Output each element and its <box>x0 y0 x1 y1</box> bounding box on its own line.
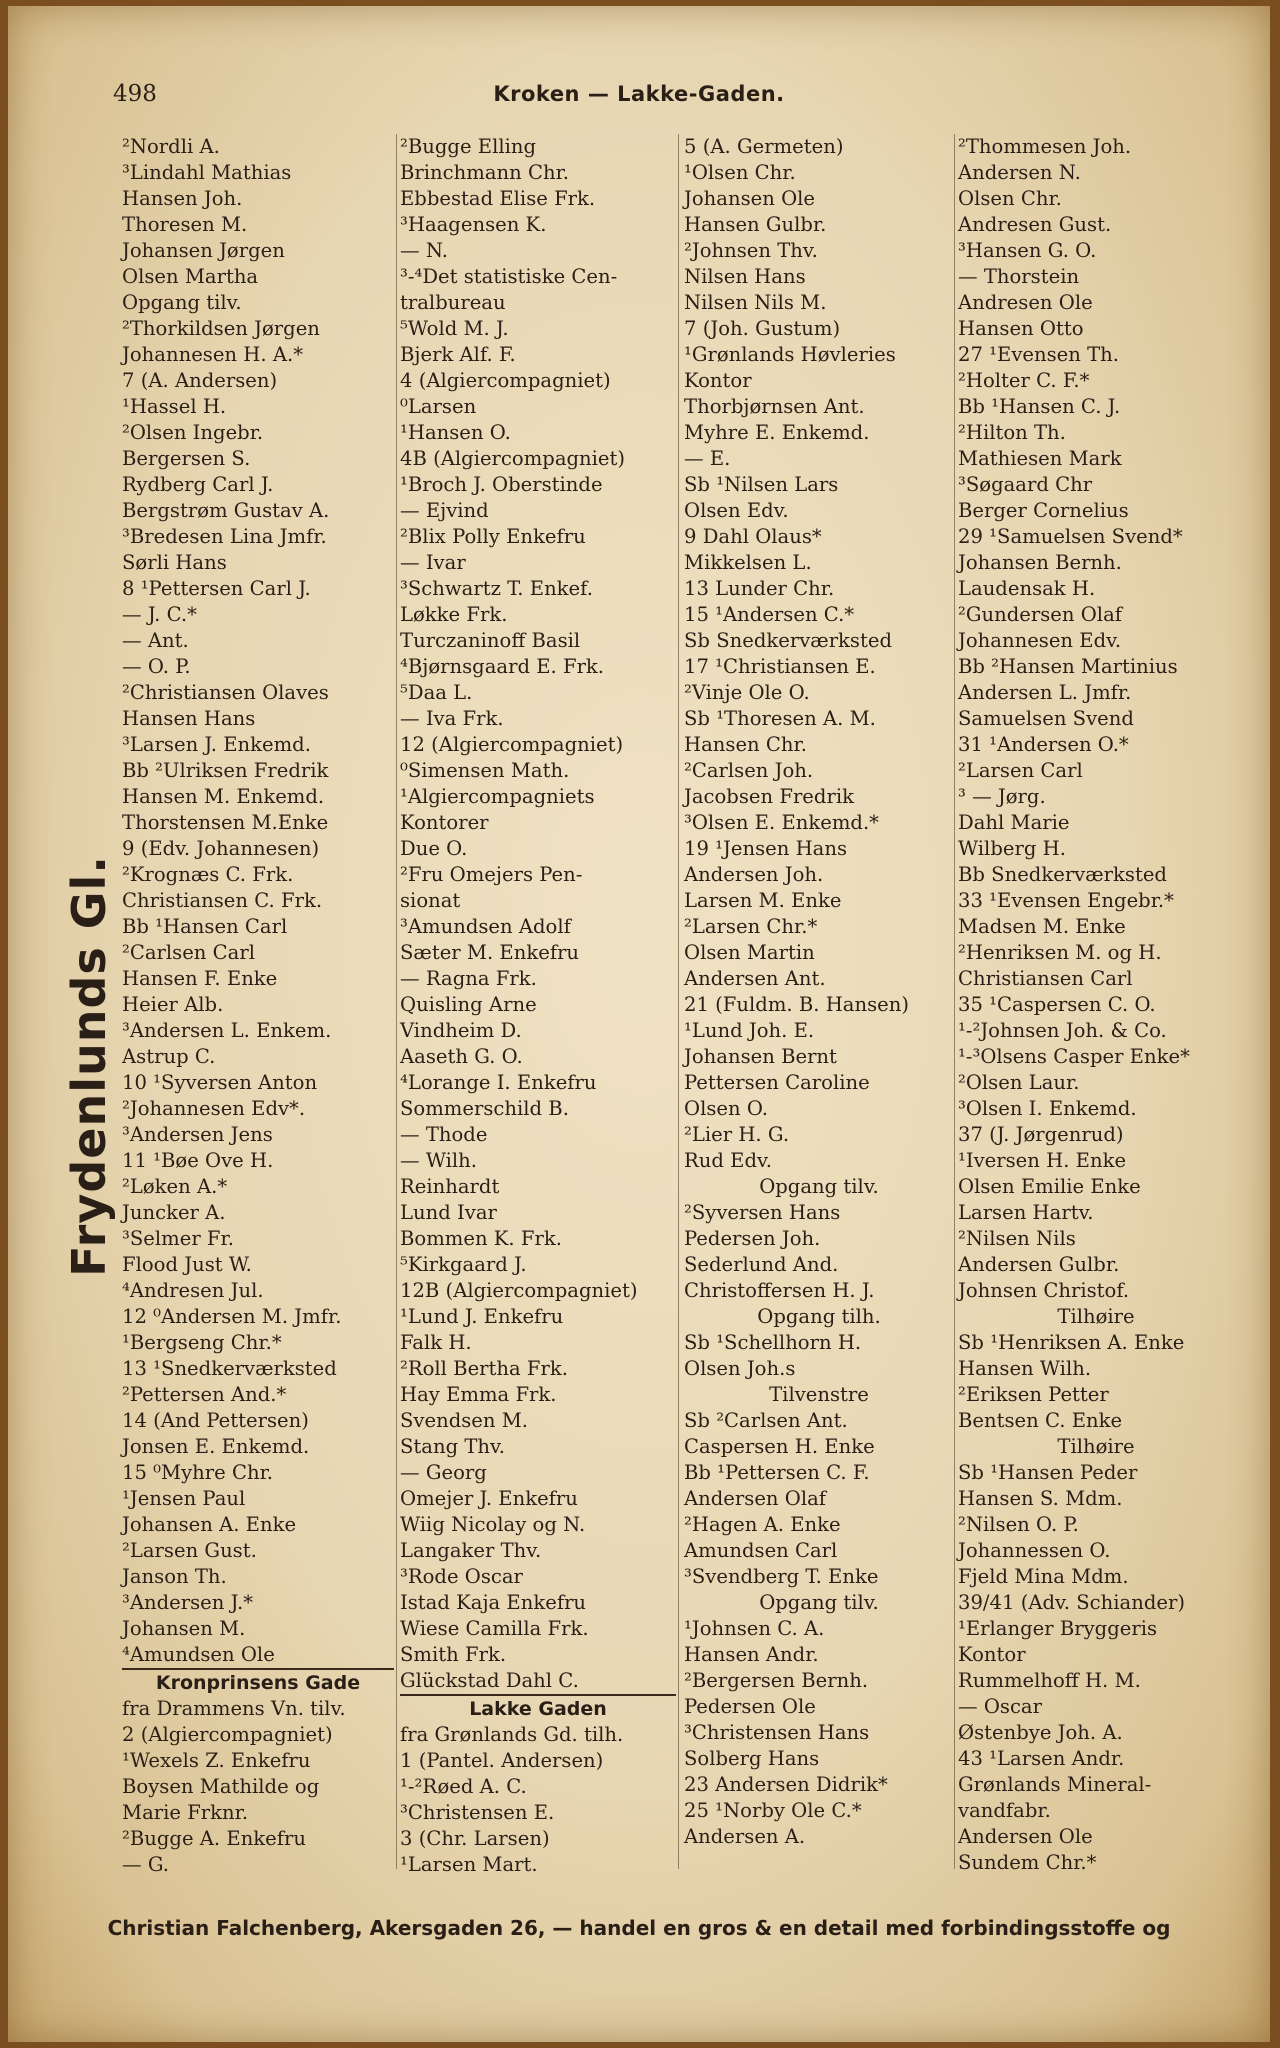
footer-advertisement: Christian Falchenberg, Akersgaden 26, — handel en gros & en detail med forbindingsstoffe og <box>107 1916 1171 1940</box>
directory-entry: Vindheim D. <box>400 1019 522 1042</box>
directory-entry: Sørli Hans <box>122 551 227 574</box>
directory-entry: Kontorer <box>400 811 489 834</box>
directory-entry: — Ant. <box>122 629 189 652</box>
directory-entry: Mikkelsen L. <box>684 551 812 574</box>
directory-entry: Olsen Edv. <box>684 499 789 522</box>
directory-entry: Marie Frknr. <box>122 1801 249 1824</box>
directory-entry: ²Roll Bertha Frk. <box>400 1357 568 1380</box>
directory-entry: Hay Emma Frk. <box>400 1383 557 1406</box>
directory-entry: Johansen A. Enke <box>122 1513 297 1536</box>
directory-entry: ²Blix Polly Enkefru <box>400 525 586 548</box>
directory-entry: ³Hansen G. O. <box>958 239 1097 262</box>
directory-entry: Svendsen M. <box>400 1409 529 1432</box>
directory-entry: Olsen Martin <box>684 941 815 964</box>
directory-page <box>8 6 1270 2042</box>
directory-entry: ¹-²Røed A. C. <box>400 1775 527 1798</box>
street-heading: Lakke Gaden <box>400 1694 676 1722</box>
directory-entry: Løkke Frk. <box>400 603 508 626</box>
directory-entry: Olsen Martha <box>122 265 259 288</box>
directory-entry: Madsen M. Enke <box>958 915 1126 938</box>
directory-entry: ²Thorkildsen Jørgen <box>122 317 320 340</box>
directory-entry: Andersen Ant. <box>684 967 826 990</box>
directory-entry: ³ — Jørg. <box>958 785 1046 808</box>
directory-entry: Andersen A. <box>684 1825 806 1848</box>
directory-entry: — E. <box>684 447 731 470</box>
directory-entry: ¹Johnsen C. A. <box>684 1617 825 1640</box>
directory-entry: ²Olsen Laur. <box>958 1071 1080 1094</box>
directory-entry: Wilberg H. <box>958 837 1066 860</box>
directory-entry: ³Olsen I. Enkemd. <box>958 1097 1137 1120</box>
directory-entry: Rummelhoff H. M. <box>958 1669 1141 1692</box>
directory-entry: Sederlund And. <box>684 1253 839 1276</box>
directory-entry: ²Vinje Ole O. <box>684 681 810 704</box>
directory-entry: ³Rode Oscar <box>400 1565 523 1588</box>
directory-entry: ¹Bergseng Chr.* <box>122 1331 282 1354</box>
directory-entry: — O. P. <box>122 655 191 678</box>
directory-entry: Thorbjørnsen Ant. <box>684 395 865 418</box>
directory-entry: ²Larsen Gust. <box>122 1539 257 1562</box>
directory-entry: Bb ¹Hansen C. J. <box>958 395 1121 418</box>
directory-entry: ³Larsen J. Enkemd. <box>122 733 311 756</box>
directory-entry: ²Johnsen Thv. <box>684 239 818 262</box>
directory-entry: Bergstrøm Gustav A. <box>122 499 330 522</box>
directory-entry: Andresen Gust. <box>958 213 1112 236</box>
directory-entry: ³Olsen E. Enkemd.* <box>684 811 879 834</box>
column-divider <box>954 134 955 1869</box>
directory-entry: Wiese Camilla Frk. <box>400 1617 589 1640</box>
directory-entry: Heier Alb. <box>122 993 224 1016</box>
directory-entry: Sb ¹Nilsen Lars <box>684 473 839 496</box>
directory-entry: 21 (Fuldm. B. Hansen) <box>684 993 910 1016</box>
directory-entry: ²Eriksen Petter <box>958 1383 1109 1406</box>
directory-entry: Olsen Emilie Enke <box>958 1175 1141 1198</box>
directory-entry: Fjeld Mina Mdm. <box>958 1565 1129 1588</box>
directory-entry: ²Syversen Hans <box>684 1201 841 1224</box>
directory-entry: ⁵Daa L. <box>400 681 473 704</box>
directory-entry: — Ragna Frk. <box>400 967 537 990</box>
directory-entry: ¹-³Olsens Casper Enke* <box>958 1045 1190 1068</box>
directory-entry: ³Amundsen Adolf <box>400 915 571 938</box>
directory-entry: Brinchmann Chr. <box>400 161 570 184</box>
directory-entry: Juncker A. <box>122 1201 226 1224</box>
directory-entry: Hansen Gulbr. <box>684 213 827 236</box>
directory-entry: ²Bergersen Bernh. <box>684 1669 869 1692</box>
directory-entry: Astrup C. <box>122 1045 216 1068</box>
directory-entry: ²Løken A.* <box>122 1175 228 1198</box>
directory-entry: ³Bredesen Lina Jmfr. <box>122 525 327 548</box>
directory-entry: Sundem Chr.* <box>958 1851 1097 1874</box>
directory-entry: Flood Just W. <box>122 1253 252 1276</box>
directory-entry: ²Gundersen Olaf <box>958 603 1123 626</box>
directory-entry: Olsen O. <box>684 1097 768 1120</box>
directory-entry: Mathiesen Mark <box>958 447 1122 470</box>
directory-entry: 4B (Algiercompagniet) <box>400 447 626 470</box>
running-head: Kroken — Lakke-Gaden. <box>493 82 785 106</box>
directory-entry: ³-⁴Det statistiske Cen- <box>400 265 618 288</box>
directory-entry: ¹Broch J. Oberstinde <box>400 473 603 496</box>
directory-entry: Christiansen C. Frk. <box>122 889 323 912</box>
directory-entry: 11 ¹Bøe Ove H. <box>122 1149 274 1172</box>
directory-entry: ²Nilsen O. P. <box>958 1513 1079 1536</box>
directory-entry: ¹Erlanger Bryggeris <box>958 1617 1158 1640</box>
directory-entry: ²Larsen Carl <box>958 759 1083 782</box>
column-4 <box>958 134 1234 1876</box>
directory-entry: Sb Snedkerværksted <box>684 629 893 652</box>
entrance-label: Opgang tilv. <box>759 1175 879 1198</box>
directory-entry: Rud Edv. <box>684 1149 772 1172</box>
directory-entry: 43 ¹Larsen Andr. <box>958 1747 1125 1770</box>
directory-entry: Caspersen H. Enke <box>684 1435 875 1458</box>
directory-entry: Sb ¹Schellhorn H. <box>684 1331 862 1354</box>
column-1 <box>122 134 394 1878</box>
directory-entry: Andersen Olaf <box>684 1487 827 1510</box>
directory-entry: Smith Frk. <box>400 1643 507 1666</box>
directory-entry: Christiansen Carl <box>958 967 1133 990</box>
directory-entry: 12 ⁰Andersen M. Jmfr. <box>122 1305 342 1328</box>
directory-entry: ³Andersen L. Enkem. <box>122 1019 332 1042</box>
directory-entry: ²Nilsen Nils <box>958 1227 1076 1250</box>
directory-entry: 37 (J. Jørgenrud) <box>958 1123 1124 1146</box>
directory-entry: Andersen L. Jmfr. <box>958 681 1132 704</box>
directory-entry: ⁴Andresen Jul. <box>122 1279 264 1302</box>
directory-entry: Hansen Otto <box>958 317 1084 340</box>
directory-entry: ²Thommesen Joh. <box>958 135 1132 158</box>
directory-entry: 13 ¹Snedkerværksted <box>122 1357 337 1380</box>
directory-entry: 12 (Algiercompagniet) <box>400 733 624 756</box>
directory-entry: ¹-²Johnsen Joh. & Co. <box>958 1019 1167 1042</box>
directory-entry: Bommen K. Frk. <box>400 1227 562 1250</box>
directory-entry: Solberg Hans <box>684 1747 820 1770</box>
directory-entry: Myhre E. Enkemd. <box>684 421 870 444</box>
directory-entry: Christoffersen H. J. <box>684 1279 875 1302</box>
directory-entry: ²Holter C. F.* <box>958 369 1090 392</box>
directory-entry: Hansen Andr. <box>684 1643 819 1666</box>
directory-entry: — J. C.* <box>122 603 197 626</box>
directory-entry: ³Christensen Hans <box>684 1721 870 1744</box>
directory-entry: Reinhardt <box>400 1175 500 1198</box>
directory-entry: ²Johannesen Edv*. <box>122 1097 306 1120</box>
directory-entry: 10 ¹Syversen Anton <box>122 1071 318 1094</box>
directory-entry: ¹Algiercompagniets <box>400 785 595 808</box>
directory-entry: ³Andersen J.* <box>122 1591 253 1614</box>
entrance-label: Opgang tilv. <box>759 1591 879 1614</box>
directory-entry: 1 (Pantel. Andersen) <box>400 1749 604 1772</box>
directory-entry: Andersen Ole <box>958 1825 1093 1848</box>
directory-entry: fra Grønlands Gd. tilh. <box>400 1723 624 1746</box>
directory-entry: Sæter M. Enkefru <box>400 941 580 964</box>
directory-entry: Omejer J. Enkefru <box>400 1487 578 1510</box>
directory-entry: Turczaninoff Basil <box>400 629 581 652</box>
directory-entry: Amundsen Carl <box>684 1539 838 1562</box>
directory-entry: Johansen Jørgen <box>122 239 285 262</box>
directory-entry: Andersen N. <box>958 161 1081 184</box>
directory-entry: ³Christensen E. <box>400 1801 555 1824</box>
directory-entry: Wiig Nicolay og N. <box>400 1513 586 1536</box>
directory-entry: ³Schwartz T. Enkef. <box>400 577 593 600</box>
directory-entry: Istad Kaja Enkefru <box>400 1591 587 1614</box>
directory-entry: Bb Snedkerværksted <box>958 863 1167 886</box>
directory-entry: Pedersen Joh. <box>684 1227 821 1250</box>
directory-entry: 15 ¹Andersen C.* <box>684 603 855 626</box>
directory-entry: Langaker Thv. <box>400 1539 542 1562</box>
entrance-label: Opgang tilh. <box>757 1305 881 1328</box>
directory-entry: 2 (Algiercompagniet) <box>122 1723 333 1746</box>
directory-entry: ¹Larsen Mart. <box>400 1853 538 1876</box>
directory-entry: Bjerk Alf. F. <box>400 343 516 366</box>
directory-entry: Johansen Bernt <box>684 1045 837 1068</box>
directory-entry: Stang Thv. <box>400 1435 506 1458</box>
directory-entry: — G. <box>122 1853 170 1876</box>
directory-entry: ²Christiansen Olaves <box>122 681 329 704</box>
directory-entry: 25 ¹Norby Ole C.* <box>684 1799 862 1822</box>
directory-entry: ⁴Amundsen Ole <box>122 1643 275 1666</box>
directory-entry: Falk H. <box>400 1331 472 1354</box>
directory-entry: 7 (Joh. Gustum) <box>684 317 841 340</box>
directory-entry: — N. <box>400 239 448 262</box>
directory-entry: 29 ¹Samuelsen Svend* <box>958 525 1183 548</box>
directory-entry: ¹Wexels Z. Enkefru <box>122 1749 311 1772</box>
directory-entry: 39/41 (Adv. Schiander) <box>958 1591 1185 1614</box>
directory-entry: ¹Jensen Paul <box>122 1487 246 1510</box>
directory-entry: Johannesen H. A.* <box>122 343 304 366</box>
directory-entry: ¹Hassel H. <box>122 395 227 418</box>
directory-entry: ⁴Bjørnsgaard E. Frk. <box>400 655 605 678</box>
directory-entry: ³Selmer Fr. <box>122 1227 234 1250</box>
directory-entry: Andersen Joh. <box>684 863 824 886</box>
directory-entry: 19 ¹Jensen Hans <box>684 837 848 860</box>
directory-entry: ²Fru Omejers Pen- <box>400 863 583 886</box>
column-3 <box>684 134 954 1850</box>
directory-entry: 23 Andersen Didrik* <box>684 1773 888 1796</box>
directory-entry: ⁴Lorange I. Enkefru <box>400 1071 597 1094</box>
directory-entry: Bergersen S. <box>122 447 251 470</box>
directory-entry: Sb ¹Hansen Peder <box>958 1461 1138 1484</box>
directory-entry: Hansen Hans <box>122 707 256 730</box>
directory-entry: Laudensak H. <box>958 577 1096 600</box>
directory-entry: Sommerschild B. <box>400 1097 569 1120</box>
directory-entry: ²Carlsen Joh. <box>684 759 814 782</box>
directory-entry: ¹Lund J. Enkefru <box>400 1305 564 1328</box>
directory-entry: Rydberg Carl J. <box>122 473 274 496</box>
directory-entry: ²Carlsen Carl <box>122 941 255 964</box>
directory-entry: ¹Grønlands Høvleries <box>684 343 896 366</box>
directory-entry: Johnsen Christof. <box>958 1279 1130 1302</box>
directory-entry: Thoresen M. <box>122 213 248 236</box>
directory-entry: 33 ¹Evensen Engebr.* <box>958 889 1174 912</box>
column-divider <box>396 134 397 1869</box>
directory-entry: Østenbye Joh. A. <box>958 1721 1123 1744</box>
directory-entry: Aaseth G. O. <box>400 1045 523 1068</box>
side-label <box>44 855 134 1277</box>
directory-entry: — Ivar <box>400 551 466 574</box>
directory-entry: Sb ²Carlsen Ant. <box>684 1409 848 1432</box>
entrance-label: Tilvenstre <box>769 1383 869 1406</box>
directory-entry: Quisling Arne <box>400 993 537 1016</box>
directory-entry: ²Krognæs C. Frk. <box>122 863 294 886</box>
directory-entry: Berger Cornelius <box>958 499 1129 522</box>
directory-entry: — Georg <box>400 1461 487 1484</box>
column-divider <box>678 134 679 1869</box>
directory-entry: vandfabr. <box>958 1799 1051 1822</box>
page-number: 498 <box>113 81 157 107</box>
street-heading: Kronprinsens Gade <box>122 1668 394 1696</box>
directory-entry: Olsen Joh.s <box>684 1357 796 1380</box>
directory-entry: ²Pettersen And.* <box>122 1383 287 1406</box>
directory-entry: 17 ¹Christiansen E. <box>684 655 876 678</box>
directory-entry: ¹Olsen Chr. <box>684 161 796 184</box>
directory-entry: Johannessen O. <box>958 1539 1111 1562</box>
directory-entry: Samuelsen Svend <box>958 707 1134 730</box>
directory-entry: sionat <box>400 889 461 912</box>
directory-entry: Boysen Mathilde og <box>122 1775 320 1798</box>
directory-entry: Thorstensen M.Enke <box>122 811 329 834</box>
directory-entry: Andresen Ole <box>958 291 1093 314</box>
directory-entry: Hansen F. Enke <box>122 967 278 990</box>
directory-entry: 7 (A. Andersen) <box>122 369 278 392</box>
directory-entry: Ebbestad Elise Frk. <box>400 187 596 210</box>
directory-entry: — Iva Frk. <box>400 707 504 730</box>
directory-entry: ²Hilton Th. <box>958 421 1066 444</box>
directory-entry: Janson Th. <box>122 1565 227 1588</box>
directory-entry: 27 ¹Evensen Th. <box>958 343 1120 366</box>
directory-entry: Grønlands Mineral- <box>958 1773 1152 1796</box>
directory-entry: tralbureau <box>400 291 506 314</box>
directory-entry: ³Andersen Jens <box>122 1123 273 1146</box>
directory-entry: Jonsen E. Enkemd. <box>122 1435 310 1458</box>
directory-entry: Hansen Wilh. <box>958 1357 1092 1380</box>
directory-entry: Hansen M. Enkemd. <box>122 785 325 808</box>
directory-entry: fra Drammens Vn. tilv. <box>122 1697 346 1720</box>
side-label-text: Frydenlunds Gl. <box>62 855 116 1277</box>
directory-entry: 14 (And Pettersen) <box>122 1409 309 1432</box>
directory-entry: 13 Lunder Chr. <box>684 577 835 600</box>
directory-entry: ³Svendberg T. Enke <box>684 1565 879 1588</box>
directory-entry: — Ejvind <box>400 499 489 522</box>
directory-entry: Jacobsen Fredrik <box>684 785 854 808</box>
directory-entry: ⁵Kirkgaard J. <box>400 1253 527 1276</box>
directory-entry: 4 (Algiercompagniet) <box>400 369 611 392</box>
directory-entry: ²Bugge A. Enkefru <box>122 1827 307 1850</box>
directory-entry: ⁰Simensen Math. <box>400 759 570 782</box>
directory-entry: Andersen Gulbr. <box>958 1253 1120 1276</box>
directory-entry: Sb ¹Thoresen A. M. <box>684 707 876 730</box>
directory-entry: Nilsen Hans <box>684 265 806 288</box>
directory-entry: — Thorstein <box>958 265 1080 288</box>
directory-entry: Hansen Joh. <box>122 187 243 210</box>
directory-entry: ³Haagensen K. <box>400 213 547 236</box>
directory-entry: 9 (Edv. Johannesen) <box>122 837 320 860</box>
directory-entry: Johannesen Edv. <box>958 629 1122 652</box>
directory-entry: ³Lindahl Mathias <box>122 161 292 184</box>
directory-entry: ¹Lund Joh. E. <box>684 1019 815 1042</box>
directory-entry: 9 Dahl Olaus* <box>684 525 822 548</box>
column-2 <box>400 134 676 1878</box>
directory-entry: Bb ²Ulriksen Fredrik <box>122 759 329 782</box>
directory-entry: Lund Ivar <box>400 1201 497 1224</box>
directory-entry: ²Lier H. G. <box>684 1123 790 1146</box>
directory-entry: ²Larsen Chr.* <box>684 915 818 938</box>
directory-entry: ²Henriksen M. og H. <box>958 941 1162 964</box>
directory-entry: 31 ¹Andersen O.* <box>958 733 1129 756</box>
directory-entry: ³Søgaard Chr <box>958 473 1093 496</box>
directory-entry: 3 (Chr. Larsen) <box>400 1827 550 1850</box>
directory-entry: Johansen Bernh. <box>958 551 1122 574</box>
directory-entry: ²Bugge Elling <box>400 135 537 158</box>
directory-entry: 12B (Algiercompagniet) <box>400 1279 638 1302</box>
directory-entry: Johansen M. <box>122 1617 246 1640</box>
directory-entry: Bb ¹Pettersen C. F. <box>684 1461 870 1484</box>
directory-entry: Due O. <box>400 837 468 860</box>
directory-entry: ²Hagen A. Enke <box>684 1513 841 1536</box>
entrance-label: Tilhøire <box>1057 1305 1135 1328</box>
directory-entry: Larsen M. Enke <box>684 889 842 912</box>
directory-entry: 8 ¹Pettersen Carl J. <box>122 577 311 600</box>
directory-entry: Pedersen Ole <box>684 1695 816 1718</box>
directory-entry: Hansen Chr. <box>684 733 807 756</box>
directory-entry: 15 ⁰Myhre Chr. <box>122 1461 274 1484</box>
directory-entry: Kontor <box>958 1643 1026 1666</box>
directory-entry: Glückstad Dahl C. <box>400 1669 579 1692</box>
directory-entry: — Thode <box>400 1123 488 1146</box>
directory-entry: 5 (A. Germeten) <box>684 135 844 158</box>
directory-entry: Sb ¹Henriksen A. Enke <box>958 1331 1185 1354</box>
directory-entry: ⁰Larsen <box>400 395 477 418</box>
directory-entry: Dahl Marie <box>958 811 1070 834</box>
entrance-label: Tilhøire <box>1057 1435 1135 1458</box>
directory-entry: Nilsen Nils M. <box>684 291 827 314</box>
directory-entry: ²Nordli A. <box>122 135 220 158</box>
directory-entry: ¹Iversen H. Enke <box>958 1149 1127 1172</box>
directory-entry: Bb ²Hansen Martinius <box>958 655 1178 678</box>
directory-entry: Pettersen Caroline <box>684 1071 870 1094</box>
directory-entry: — Oscar <box>958 1695 1042 1718</box>
directory-entry: Bentsen C. Enke <box>958 1409 1123 1432</box>
directory-entry: Bb ¹Hansen Carl <box>122 915 288 938</box>
directory-entry: 35 ¹Caspersen C. O. <box>958 993 1156 1016</box>
directory-entry: Olsen Chr. <box>958 187 1062 210</box>
directory-entry: Hansen S. Mdm. <box>958 1487 1123 1510</box>
directory-entry: Opgang tilv. <box>122 291 242 314</box>
directory-entry: ⁵Wold M. J. <box>400 317 509 340</box>
directory-entry: ¹Hansen O. <box>400 421 511 444</box>
directory-entry: Larsen Hartv. <box>958 1201 1094 1224</box>
directory-entry: Kontor <box>684 369 752 392</box>
directory-entry: Johansen Ole <box>684 187 815 210</box>
directory-entry: ²Olsen Ingebr. <box>122 421 264 444</box>
directory-entry: — Wilh. <box>400 1149 477 1172</box>
